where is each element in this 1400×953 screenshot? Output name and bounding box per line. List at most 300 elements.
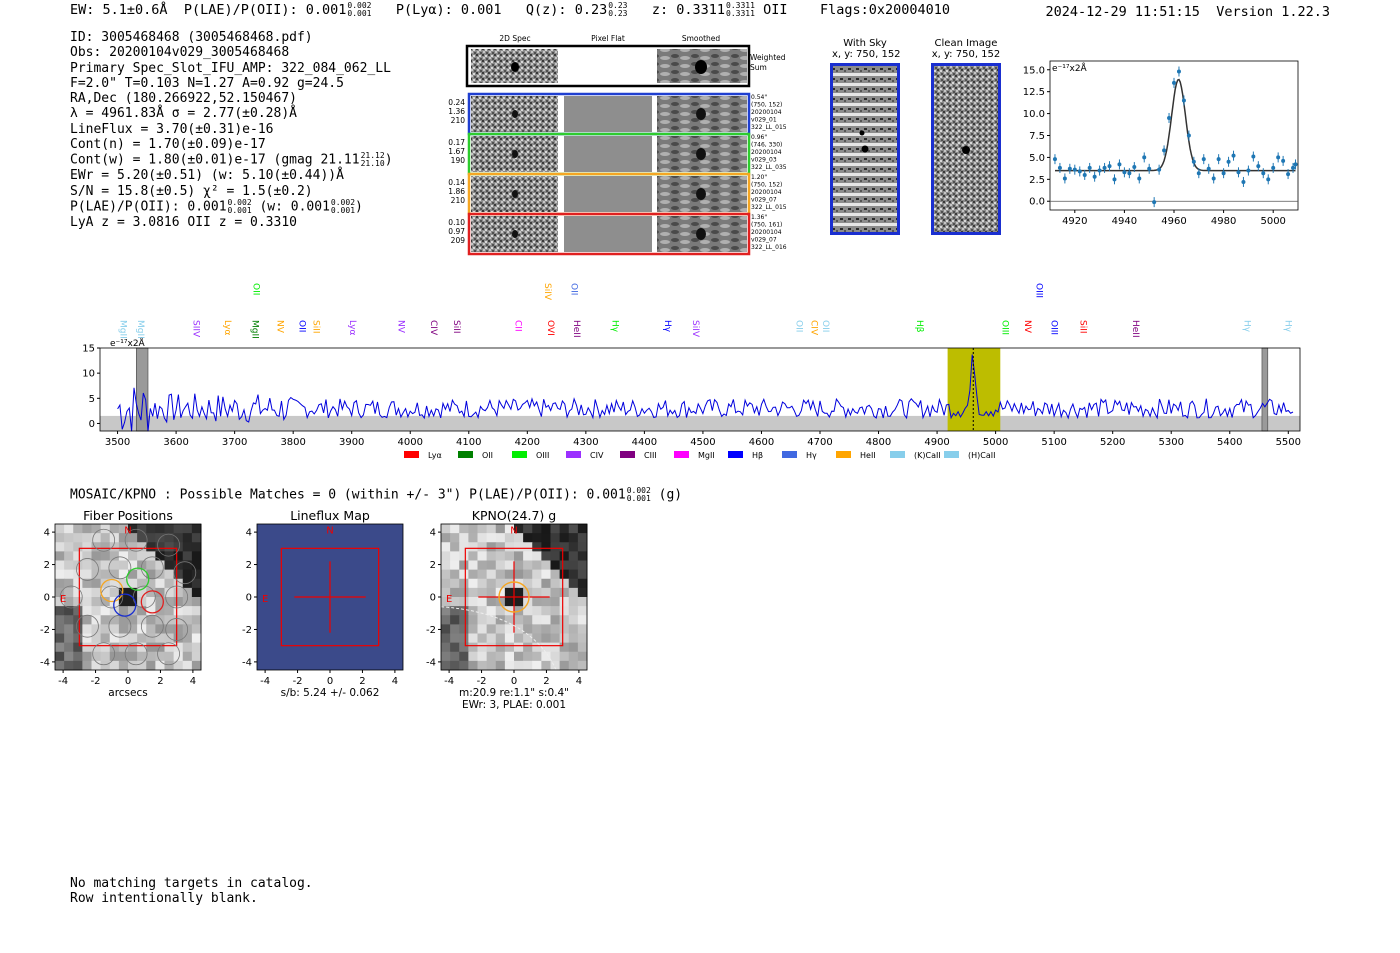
spectrum-x-tick-label: 4500 — [690, 437, 716, 448]
panel-pixel — [82, 561, 92, 571]
zoom-data-point — [1187, 134, 1191, 138]
info-plae — [70, 199, 393, 215]
panel-pixel — [523, 570, 533, 580]
panel-pixel — [110, 561, 120, 571]
panel-pixel — [541, 624, 551, 634]
panel-pixel — [468, 579, 478, 589]
panel-pixel — [64, 542, 74, 552]
panel-pixel — [487, 542, 497, 552]
panel-pixel — [92, 634, 102, 644]
panel-pixel — [496, 551, 506, 561]
panel-pixel — [514, 551, 524, 561]
panel-pixel — [64, 643, 74, 653]
zoom-data-point — [1286, 172, 1290, 176]
spectrum-x-tick-label: 4200 — [514, 437, 541, 448]
col-2d-label: 2D Spec — [499, 34, 531, 43]
panel-pixel — [119, 661, 129, 671]
panel-pixel — [64, 652, 74, 662]
panel-pixel — [523, 661, 533, 671]
panel-pixel — [459, 588, 469, 598]
panel-pixel — [174, 597, 184, 607]
panel-x-tick-label: -2 — [476, 676, 487, 687]
panel-pixel — [459, 524, 469, 534]
panel-pixel — [487, 643, 497, 653]
panel-pixel — [146, 634, 156, 644]
panel-pixel — [101, 524, 111, 534]
legend-swatch — [674, 451, 689, 458]
cutout-left-label: 190 — [450, 156, 465, 165]
spectrum-line-label: Hγ — [1282, 320, 1293, 333]
panel-pixel — [496, 624, 506, 634]
panel-pixel — [487, 634, 497, 644]
cutout-right-label: 322_LL_015 — [751, 124, 787, 131]
panel-x-tick-label: 4 — [575, 676, 583, 687]
panel-pixel — [441, 579, 451, 589]
spectrum-line-label: SiIV — [690, 320, 701, 338]
panel-pixel — [183, 533, 193, 543]
panel-pixel — [128, 624, 138, 634]
image-panel — [40, 508, 201, 699]
panel-pixel — [560, 588, 570, 598]
zoom-data-point — [1222, 171, 1226, 175]
spectrum-masked-region — [136, 348, 148, 431]
spectrum-line-label: OVI — [544, 320, 555, 336]
spectrum-y-tick-label: 15 — [82, 343, 95, 355]
panel-pixel — [478, 661, 488, 671]
cutout-source — [512, 110, 518, 118]
zoom-data-point — [1103, 166, 1107, 170]
info-plae-lo: 0.001 — [227, 205, 252, 215]
zoom-data-point — [1212, 176, 1216, 180]
panel-pixel — [192, 542, 202, 552]
panel-pixel — [487, 579, 497, 589]
spectrum-x-tick-label: 5100 — [1041, 437, 1067, 448]
panel-pixel — [64, 524, 74, 534]
cutout-right-label: 0.96" — [751, 134, 768, 141]
panel-pixel — [468, 588, 478, 598]
cutout-right-label: 20200104 — [751, 229, 782, 236]
panel-pixel — [551, 542, 561, 552]
panel-pixel — [64, 624, 74, 634]
panel-pixel — [73, 524, 83, 534]
panel-pixel — [514, 588, 524, 598]
panel-pixel — [101, 542, 111, 552]
legend-label: Hγ — [806, 451, 817, 460]
panel-pixel — [468, 652, 478, 662]
zoom-x-tick-label: 5000 — [1260, 216, 1286, 227]
panel-pixel — [468, 542, 478, 552]
panel-pixel — [174, 643, 184, 653]
spectrum-line-label: SiII — [451, 320, 462, 334]
panel-pixel — [578, 634, 588, 644]
panel-y-tick-label: -2 — [40, 624, 50, 636]
panel-pixel — [450, 643, 460, 653]
panel-pixel — [505, 561, 515, 571]
panel-pixel — [487, 652, 497, 662]
spectrum-line-label: SiII — [1077, 320, 1088, 334]
panel-pixel — [55, 643, 65, 653]
cutout-right-label: 322_LL_015 — [751, 204, 787, 211]
clean-image-coords: x, y: 750, 152 — [931, 49, 1001, 60]
panel-pixel — [192, 643, 202, 653]
header-qz: Q(z): 0.23 — [525, 2, 608, 18]
header-plae-hi: 0.002 — [347, 1, 372, 10]
zoom-data-point — [1197, 171, 1201, 175]
panel-pixel — [569, 570, 579, 580]
panel-pixel — [569, 588, 579, 598]
spectrum-x-tick-label: 5200 — [1099, 437, 1126, 448]
panel-pixel — [551, 606, 561, 616]
zoom-data-point — [1083, 173, 1087, 177]
zoom-data-point — [1073, 168, 1077, 172]
panel-pixel — [532, 643, 542, 653]
panel-pixel — [192, 551, 202, 561]
panel-pixel — [92, 561, 102, 571]
panel-pixel — [523, 533, 533, 543]
panel-pixel — [578, 542, 588, 552]
weighted-label-2: Sum — [750, 63, 767, 72]
panel-pixel — [82, 634, 92, 644]
zoom-data-point — [1276, 155, 1280, 159]
info-radec: RA,Dec (180.266922,52.150467) — [70, 91, 297, 107]
panel-pixel — [478, 542, 488, 552]
compass-e: E — [59, 593, 67, 605]
panel-pixel — [560, 634, 570, 644]
spectrum-x-tick-label: 4000 — [397, 437, 423, 448]
spectrum-line-label: CIV — [427, 320, 438, 336]
cutout-flat — [564, 136, 652, 172]
panel-y-tick-label: -4 — [40, 657, 50, 669]
panel-pixel — [468, 597, 478, 607]
zoom-data-point — [1182, 98, 1186, 102]
panel-pixel — [165, 634, 175, 644]
panel-pixel — [183, 652, 193, 662]
footer-notes — [70, 876, 313, 906]
compass-e: E — [445, 593, 453, 605]
panel-pixel — [551, 624, 561, 634]
spectrum-line-label: OII — [250, 283, 261, 296]
clean-image — [931, 63, 1001, 235]
panel-pixel — [514, 661, 524, 671]
panel-pixel — [560, 551, 570, 561]
zoom-data-point — [1127, 171, 1131, 175]
panel-x-tick-label: -2 — [90, 676, 101, 687]
zoom-data-point — [1251, 155, 1255, 159]
panel-pixel — [82, 588, 92, 598]
panel-pixel — [192, 570, 202, 580]
panel-pixel — [155, 615, 165, 625]
zoom-data-point — [1152, 200, 1156, 204]
panel-x-tick-label: 0 — [124, 676, 132, 687]
zoom-data-point — [1088, 166, 1092, 170]
panel-pixel — [514, 561, 524, 571]
detection-info — [70, 30, 393, 230]
zoom-y-tick-label: 2.5 — [1029, 174, 1045, 186]
panel-pixel — [505, 597, 515, 607]
legend-label: (K)CaII — [914, 451, 941, 460]
zoom-x-tick-label: 4940 — [1111, 216, 1138, 227]
zoom-data-point — [1294, 162, 1298, 166]
compass-n: N — [326, 525, 334, 537]
panel-pixel — [183, 551, 193, 561]
spectrum-line-label: NV — [395, 320, 406, 333]
panel-pixel — [92, 597, 102, 607]
panel-pixel — [496, 634, 506, 644]
panel-pixel — [119, 606, 129, 616]
panel-pixel — [487, 588, 497, 598]
panel-pixel — [441, 533, 451, 543]
panel-pixel — [551, 634, 561, 644]
zoom-y-tick-label: 7.5 — [1029, 131, 1045, 142]
header-z-line: OII — [763, 2, 788, 18]
panel-pixel — [560, 661, 570, 671]
panel-pixel — [192, 533, 202, 543]
panel-pixel — [551, 579, 561, 589]
panel-pixel — [478, 652, 488, 662]
mosaic-hi: 0.002 — [626, 486, 651, 495]
panel-pixel — [73, 643, 83, 653]
cutout-left-label: 0.97 — [448, 227, 465, 236]
compass-n: N — [124, 525, 132, 537]
panel-pixel — [560, 579, 570, 589]
panel-pixel — [459, 570, 469, 580]
panel-y-tick-label: 4 — [429, 527, 436, 539]
panel-pixel — [551, 597, 561, 607]
panel-pixel — [487, 661, 497, 671]
panel-pixel — [101, 661, 111, 671]
panel-pixel — [569, 551, 579, 561]
header-summary — [70, 2, 950, 18]
panel-pixel — [450, 652, 460, 662]
panel-pixel — [55, 652, 65, 662]
panel-pixel — [478, 579, 488, 589]
panel-pixel — [560, 624, 570, 634]
info-sn: S/N = 15.8(±0.5) χ² = 1.5(±0.2) — [70, 183, 313, 199]
panel-pixel — [496, 533, 506, 543]
spectrum-highlight — [948, 348, 1001, 431]
panel-pixel — [496, 542, 506, 552]
panel-pixel — [541, 579, 551, 589]
spectrum-x-tick-label: 4900 — [924, 437, 950, 448]
panel-pixel — [459, 661, 469, 671]
panel-pixel — [101, 652, 111, 662]
zoom-y-tick-label: 0.0 — [1029, 196, 1045, 208]
panel-pixel — [441, 652, 451, 662]
panel-pixel — [137, 661, 147, 671]
zoom-y-tick-label: 5.0 — [1029, 152, 1045, 164]
spectrum-x-tick-label: 4400 — [631, 437, 658, 448]
zoom-data-point — [1281, 159, 1285, 163]
zoom-data-point — [1236, 170, 1240, 174]
panel-pixel — [541, 588, 551, 598]
panel-pixel — [551, 524, 561, 534]
panel-pixel — [551, 643, 561, 653]
cutout-source — [512, 230, 518, 238]
panel-pixel — [532, 579, 542, 589]
panel-pixel — [441, 624, 451, 634]
with-sky-label: With Sky — [843, 38, 887, 49]
footer-line-1: No matching targets in catalog. — [70, 876, 313, 891]
panel-x-tick-label: 2 — [543, 676, 550, 687]
legend-swatch — [728, 451, 743, 458]
panel-pixel — [459, 624, 469, 634]
spectrum-x-tick-label: 3600 — [163, 437, 189, 448]
spectrum-line-label: SiII — [310, 320, 321, 334]
zoom-fit-chart — [1010, 55, 1332, 235]
legend-label: Hβ — [752, 451, 764, 460]
panel-pixel — [183, 615, 193, 625]
panel-y-tick-label: -2 — [242, 624, 252, 636]
panel-pixel — [441, 551, 451, 561]
panel-pixel — [478, 570, 488, 580]
info-plae-w-lo: 0.001 — [330, 205, 356, 215]
info-id: ID: 3005468468 (3005468468.pdf) — [70, 30, 313, 45]
zoom-data-point — [1256, 164, 1260, 168]
panel-pixel — [450, 533, 460, 543]
panel-pixel — [146, 661, 156, 671]
cutout-flat — [564, 176, 652, 212]
panel-pixel — [183, 661, 193, 671]
zoom-data-point — [1172, 81, 1176, 85]
panel-pixel — [128, 551, 138, 561]
panel-pixel — [155, 634, 165, 644]
info-fit: F=2.0" T=0.103 N=1.27 A=0.92 g=24.5 — [70, 75, 344, 91]
panel-pixel — [468, 615, 478, 625]
footer-line-2: Row intentionally blank. — [70, 891, 258, 906]
panel-pixel — [505, 643, 515, 653]
panel-pixel — [183, 606, 193, 616]
panel-y-tick-label: 4 — [43, 527, 50, 539]
panel-pixel — [532, 615, 542, 625]
info-contw-end: ) — [384, 152, 393, 168]
panel-pixel — [578, 561, 588, 571]
panel-pixel — [523, 542, 533, 552]
panel-pixel — [487, 615, 497, 625]
panel-pixel — [478, 597, 488, 607]
panel-pixel — [578, 597, 588, 607]
panel-pixel — [478, 551, 488, 561]
panel-pixel — [560, 570, 570, 580]
panel-subtitle: m:20.9 re:1.1" s:0.4" — [459, 687, 569, 699]
cutout-left-label: 0.17 — [448, 138, 465, 147]
spectrum-line-label: HeII — [1130, 320, 1141, 338]
panel-pixel — [82, 570, 92, 580]
spectrum-x-tick-label: 4800 — [865, 437, 892, 448]
panel-pixel — [505, 570, 515, 580]
spectrum-line-label: HeII — [571, 320, 582, 338]
spectrum-line-label: Hγ — [661, 320, 672, 333]
panel-pixel — [496, 524, 506, 534]
panel-pixel — [119, 588, 129, 598]
panel-x-tick-label: 0 — [326, 676, 334, 687]
panel-pixel — [532, 624, 542, 634]
panel-pixel — [541, 524, 551, 534]
image-panels — [40, 508, 605, 725]
panel-pixel — [541, 661, 551, 671]
panel-pixel — [174, 551, 184, 561]
panel-pixel — [569, 624, 579, 634]
panel-pixel — [174, 524, 184, 534]
zoom-data-point — [1063, 176, 1067, 180]
panel-y-tick-label: 0 — [43, 592, 50, 604]
legend-swatch — [404, 451, 419, 458]
panel-pixel — [514, 634, 524, 644]
panel-pixel — [551, 561, 561, 571]
cutout-right-label: 20200104 — [751, 189, 782, 196]
panel-pixel — [560, 533, 570, 543]
panel-pixel — [468, 634, 478, 644]
panel-pixel — [468, 643, 478, 653]
panel-pixel — [82, 652, 92, 662]
zoom-data-point — [1098, 169, 1102, 173]
panel-pixel — [183, 570, 193, 580]
panel-pixel — [55, 624, 65, 634]
panel-pixel — [578, 551, 588, 561]
panel-pixel — [82, 606, 92, 616]
panel-pixel — [569, 597, 579, 607]
panel-pixel — [532, 597, 542, 607]
panel-pixel — [64, 579, 74, 589]
panel-pixel — [468, 661, 478, 671]
spectrum-x-tick-label: 4300 — [573, 437, 599, 448]
panel-pixel — [578, 524, 588, 534]
info-contn: Cont(n) = 1.70(±0.09)e-17 — [70, 137, 266, 153]
panel-pixel — [578, 579, 588, 589]
panel-pixel — [496, 597, 506, 607]
zoom-data-point — [1112, 177, 1116, 181]
cutout-right-label: (750, 152) — [751, 101, 783, 109]
panel-pixel — [73, 542, 83, 552]
panel-pixel — [441, 570, 451, 580]
panel-pixel — [146, 524, 156, 534]
panel-pixel — [101, 615, 111, 625]
cutout-right-label: (746, 330) — [751, 141, 783, 149]
cutout-left-label: 0.24 — [448, 98, 465, 107]
panel-pixel — [73, 652, 83, 662]
panel-pixel — [532, 652, 542, 662]
panel-pixel — [569, 661, 579, 671]
panel-pixel — [55, 634, 65, 644]
panel-pixel — [478, 634, 488, 644]
header-flags: Flags:0x20004010 — [819, 2, 951, 18]
zoom-data-point — [1117, 162, 1121, 166]
mosaic-lo: 0.001 — [626, 494, 651, 503]
panel-x-tick-label: 4 — [189, 676, 197, 687]
header-ew: EW: 5.1±0.6Å — [70, 2, 168, 18]
legend-label: MgII — [698, 451, 715, 460]
zoom-data-point — [1202, 157, 1206, 161]
spectrum-line-label: CII — [512, 320, 523, 332]
panel-x-tick-label: 0 — [510, 676, 518, 687]
cutout-right-label: v029_01 — [751, 116, 777, 124]
panel-pixel — [82, 542, 92, 552]
spectrum-x-tick-label: 4600 — [748, 437, 775, 448]
panel-pixel — [532, 634, 542, 644]
panel-pixel — [192, 652, 202, 662]
zoom-unit-label: e⁻¹⁷x2Å — [1052, 64, 1087, 74]
panel-y-tick-label: -2 — [426, 624, 436, 636]
panel-pixel — [450, 561, 460, 571]
panel-pixel — [192, 524, 202, 534]
panel-pixel — [569, 615, 579, 625]
panel-pixel — [505, 588, 515, 598]
panel-pixel — [505, 624, 515, 634]
info-lambda: λ = 4961.83Å σ = 2.77(±0.28)Å — [70, 106, 297, 122]
cutout-right-label: 20200104 — [751, 149, 782, 156]
panel-pixel — [450, 615, 460, 625]
cutout-source-smooth — [696, 228, 706, 240]
cutout-right-label: v029_03 — [751, 156, 777, 164]
